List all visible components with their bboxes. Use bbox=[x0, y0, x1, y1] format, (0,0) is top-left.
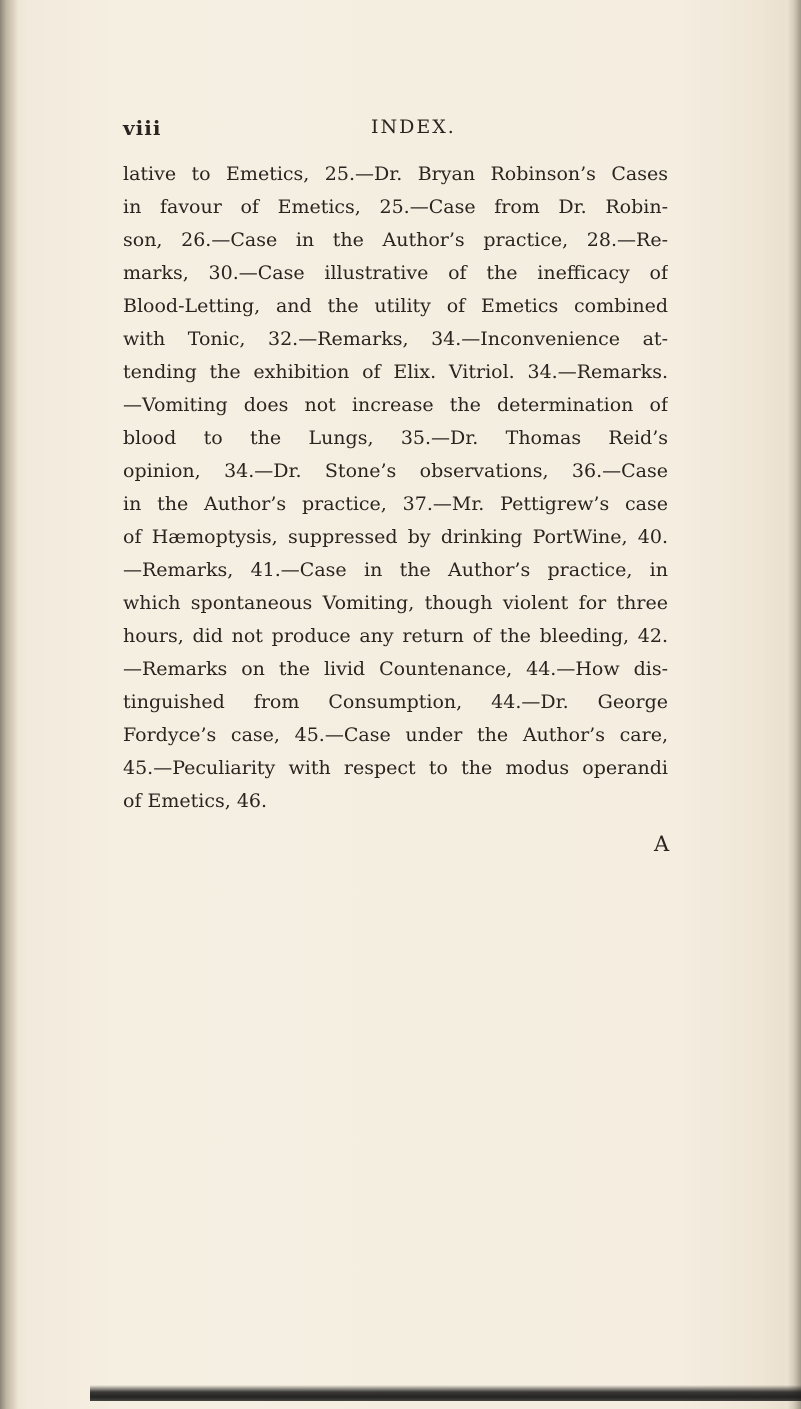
bottom-shadow bbox=[90, 1385, 801, 1401]
text-line: tinguished from Consumption, 44.—Dr. George bbox=[123, 691, 668, 713]
catchword: A bbox=[654, 832, 670, 856]
text-line: —Remarks, 41.—Case in the Author’s practice, in bbox=[123, 559, 668, 581]
text-line: Blood-Letting, and the utility of Emetics combined bbox=[123, 295, 668, 317]
page-number: viii bbox=[123, 116, 162, 140]
text-line: —Vomiting does not increase the determination of bbox=[123, 394, 668, 416]
text-line: tending the exhibition of Elix. Vitriol. 34.—Remarks. bbox=[123, 361, 668, 383]
text-line: lative to Emetics, 25.—Dr. Bryan Robinson’s Cases bbox=[123, 163, 668, 185]
text-line: with Tonic, 32.—Remarks, 34.—Inconvenience at- bbox=[123, 328, 668, 350]
binding-edge bbox=[0, 0, 18, 1409]
text-line: of Hæmoptysis, suppressed by drinking PortWine, 40. bbox=[123, 526, 668, 548]
text-line: marks, 30.—Case illustrative of the inefficacy of bbox=[123, 262, 668, 284]
page-edge bbox=[783, 0, 801, 1409]
index-text bbox=[123, 158, 668, 818]
text-line: son, 26.—Case in the Author’s practice, 28.—Re- bbox=[123, 229, 668, 251]
text-line: —Remarks on the livid Countenance, 44.—How dis- bbox=[123, 658, 668, 680]
text-line: of Emetics, 46. bbox=[123, 790, 268, 812]
text-line: which spontaneous Vomiting, though violent for three bbox=[123, 592, 668, 614]
text-line: blood to the Lungs, 35.—Dr. Thomas Reid’s bbox=[123, 427, 668, 449]
text-line: Fordyce’s case, 45.—Case under the Author’s care, bbox=[123, 724, 668, 746]
page-header bbox=[123, 116, 668, 150]
text-line: hours, did not produce any return of the bleeding, 42. bbox=[123, 625, 668, 647]
running-head: INDEX. bbox=[371, 116, 456, 138]
text-line: in the Author’s practice, 37.—Mr. Pettigrew’s case bbox=[123, 493, 668, 515]
text-line: opinion, 34.—Dr. Stone’s observations, 36.—Case bbox=[123, 460, 668, 482]
text-line: in favour of Emetics, 25.—Case from Dr. Robin- bbox=[123, 196, 668, 218]
text-line: 45.—Peculiarity with respect to the modus operandi bbox=[123, 757, 668, 779]
